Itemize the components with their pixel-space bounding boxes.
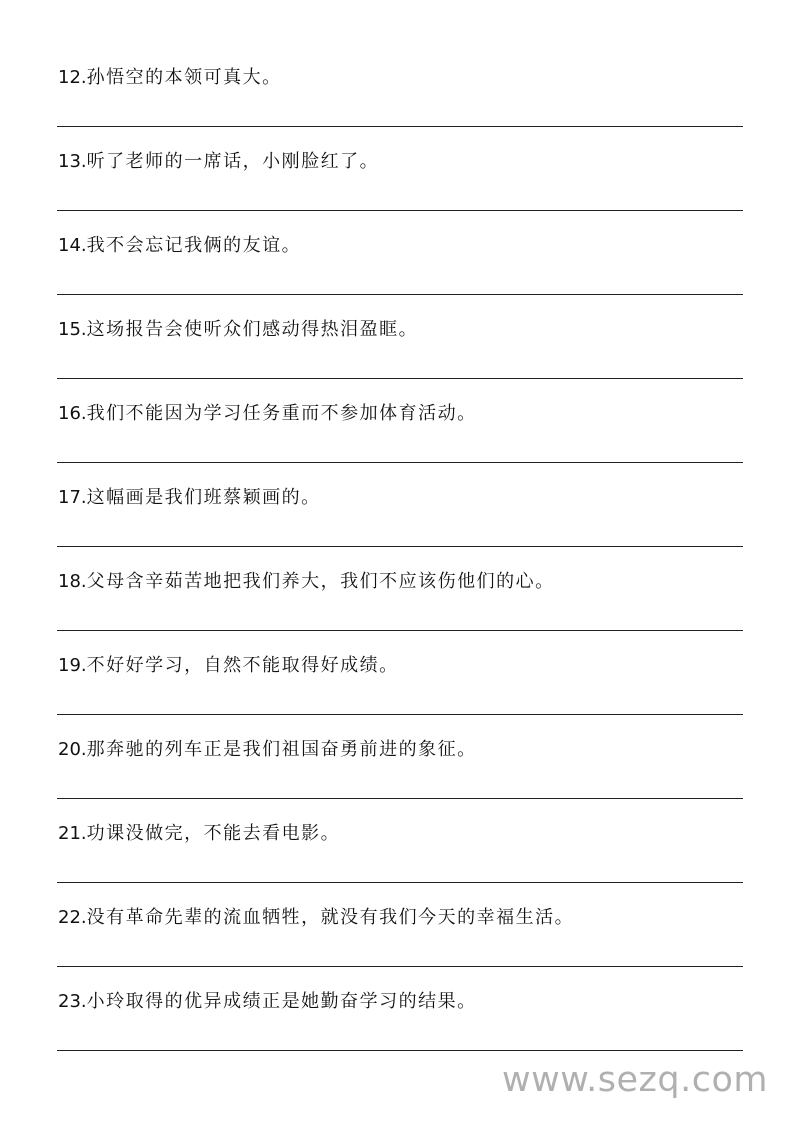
exercise-number: 16.: [58, 403, 87, 424]
exercise-text: 我们不能因为学习任务重而不参加体育活动。: [86, 403, 477, 424]
exercise-item-20: [57, 738, 743, 822]
exercise-item-19: [57, 654, 743, 738]
exercise-sentence: [58, 402, 477, 426]
exercise-sentence: [58, 486, 321, 510]
exercise-sentence: [58, 906, 574, 930]
answer-line[interactable]: [57, 294, 743, 295]
exercise-number: 19.: [58, 655, 87, 676]
exercise-text: 小玲取得的优异成绩正是她勤奋学习的结果。: [86, 991, 477, 1012]
exercise-text: 我不会忘记我俩的友谊。: [86, 235, 302, 256]
exercise-sentence: [58, 318, 418, 342]
exercise-number: 12.: [58, 67, 87, 88]
exercise-sentence: [58, 990, 477, 1014]
answer-line[interactable]: [57, 1050, 743, 1051]
exercise-item-14: [57, 234, 743, 318]
answer-line[interactable]: [57, 126, 743, 127]
answer-line[interactable]: [57, 378, 743, 379]
exercise-text: 这幅画是我们班蔡颖画的。: [86, 487, 321, 508]
exercise-item-13: [57, 150, 743, 234]
exercise-sentence: [58, 150, 379, 174]
exercise-text: 那奔驰的列车正是我们祖国奋勇前进的象征。: [86, 739, 477, 760]
exercise-item-12: [57, 66, 743, 150]
answer-line[interactable]: [57, 210, 743, 211]
exercise-item-17: [57, 486, 743, 570]
exercise-item-22: [57, 906, 743, 990]
exercise-sentence: [58, 570, 555, 594]
exercise-number: 21.: [58, 823, 87, 844]
exercise-number: 23.: [58, 991, 87, 1012]
answer-line[interactable]: [57, 630, 743, 631]
answer-line[interactable]: [57, 966, 743, 967]
answer-line[interactable]: [57, 798, 743, 799]
exercise-sentence: [58, 66, 282, 90]
answer-line[interactable]: [57, 714, 743, 715]
exercise-number: 14.: [58, 235, 87, 256]
exercise-item-21: [57, 822, 743, 906]
exercise-sentence: [58, 234, 301, 258]
exercise-number: 20.: [58, 739, 87, 760]
exercise-item-18: [57, 570, 743, 654]
exercise-text: 听了老师的一席话，小刚脸红了。: [86, 151, 380, 172]
answer-line[interactable]: [57, 462, 743, 463]
exercise-text: 父母含辛茹苦地把我们养大，我们不应该伤他们的心。: [86, 571, 555, 592]
answer-line[interactable]: [57, 546, 743, 547]
exercise-number: 13.: [58, 151, 87, 172]
exercise-number: 17.: [58, 487, 87, 508]
exercise-text: 不好好学习，自然不能取得好成绩。: [86, 655, 399, 676]
exercise-item-15: [57, 318, 743, 402]
exercise-item-16: [57, 402, 743, 486]
exercise-text: 没有革命先辈的流血牺牲，就没有我们今天的幸福生活。: [86, 907, 575, 928]
exercise-text: 孙悟空的本领可真大。: [86, 67, 282, 88]
site-watermark: www.sezq.com: [501, 1060, 768, 1100]
exercise-number: 15.: [58, 319, 87, 340]
exercise-sentence: [58, 654, 399, 678]
exercise-number: 18.: [58, 571, 87, 592]
exercise-sentence: [58, 738, 477, 762]
exercise-text: 这场报告会使听众们感动得热泪盈眶。: [86, 319, 419, 340]
exercise-sentence: [58, 822, 340, 846]
answer-line[interactable]: [57, 882, 743, 883]
exercise-number: 22.: [58, 907, 87, 928]
exercise-text: 功课没做完，不能去看电影。: [86, 823, 341, 844]
